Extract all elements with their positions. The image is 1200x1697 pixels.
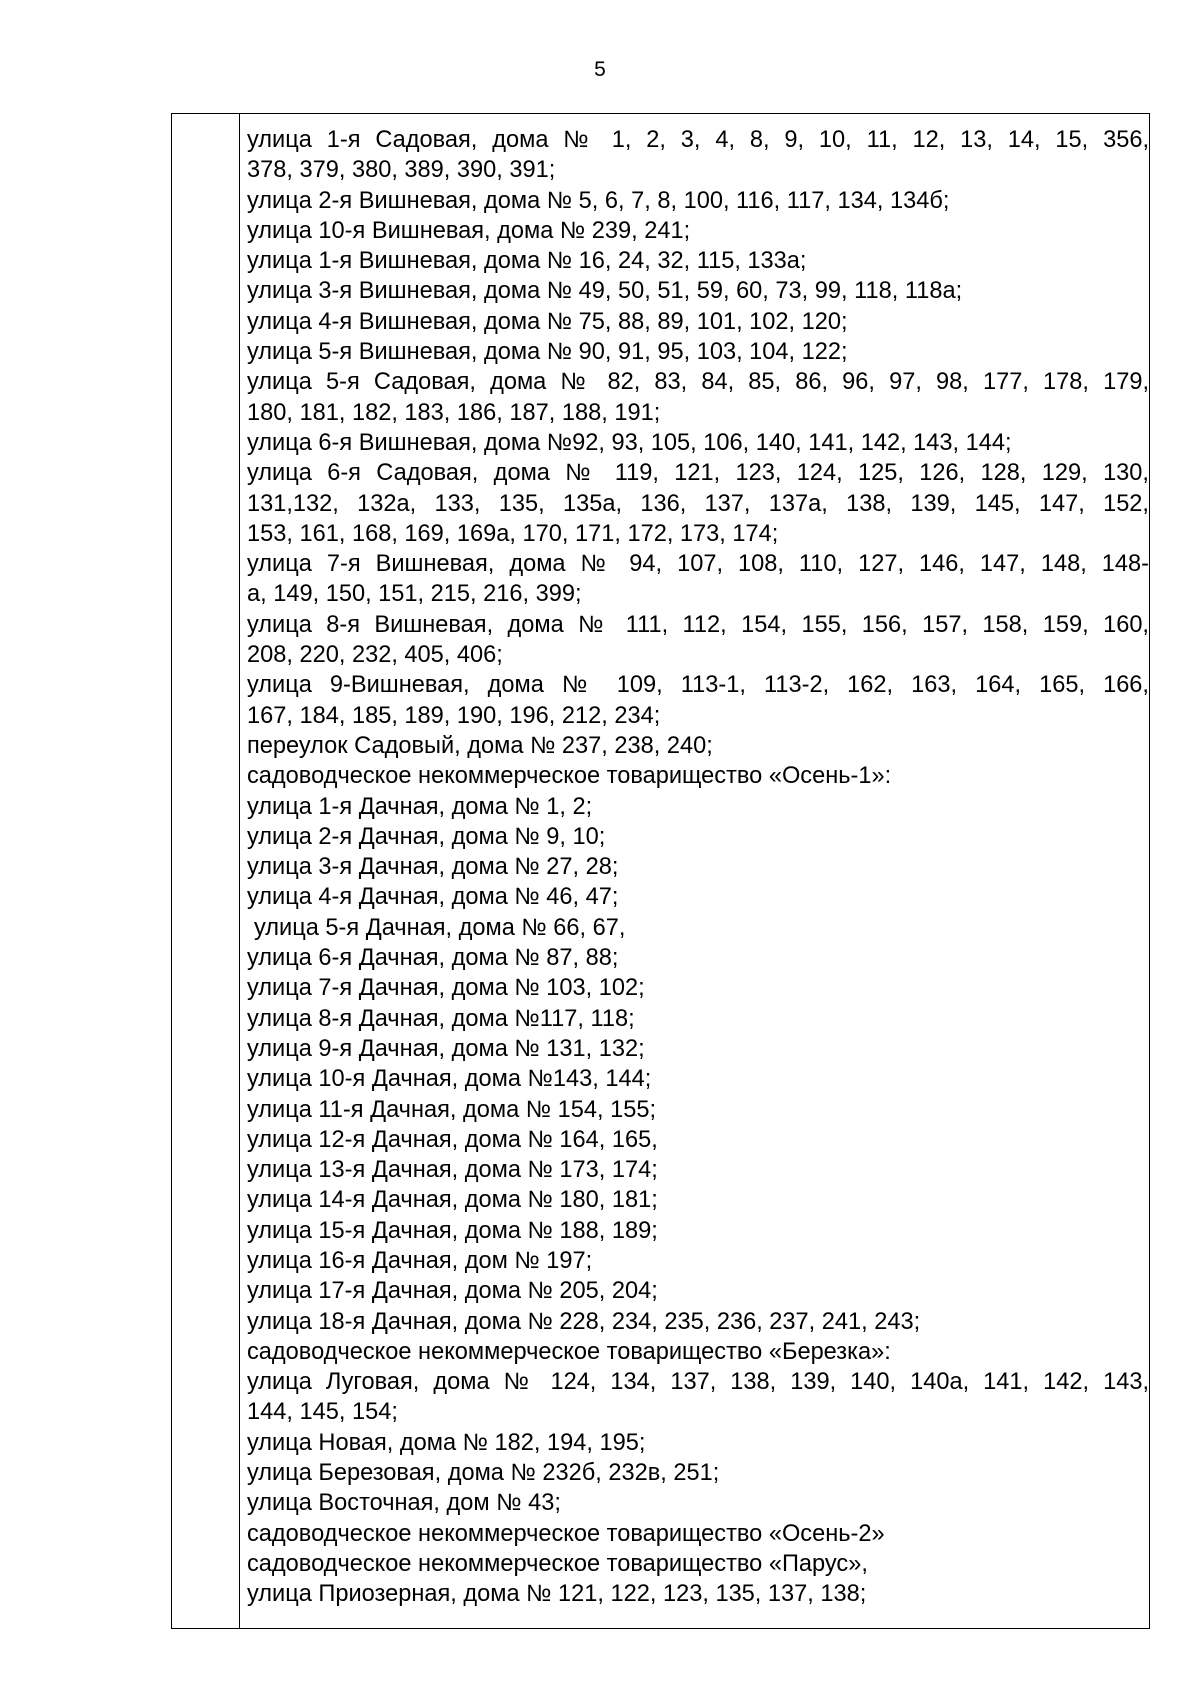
address-line: улица 17-я Дачная, дома № 205, 204; — [247, 1278, 658, 1305]
address-line: улица 7-я Дачная, дома № 103, 102; — [247, 975, 645, 1002]
address-line: улица 6-я Садовая, дома № 119, 121, 123, 124, 125, 126, 128, 129, 130, — [247, 460, 1149, 487]
address-line: переулок Садовый, дома № 237, 238, 240; — [247, 732, 713, 759]
address-line: улица 2-я Вишневая, дома № 5, 6, 7, 8, 100, 116, 117, 134, 134б; — [247, 187, 950, 214]
address-line: садоводческое некоммерческое товарищество «Осень-1»: — [247, 763, 892, 790]
address-line: улица 3-я Вишневая, дома № 49, 50, 51, 59, 60, 73, 99, 118, 118а; — [247, 278, 963, 305]
address-line: улица 9-Вишневая, дома № 109, 113-1, 113-2, 162, 163, 164, 165, 166, — [247, 672, 1149, 699]
address-line: улица 2-я Дачная, дома № 9, 10; — [247, 823, 606, 850]
address-line: улица Приозерная, дома № 121, 122, 123, 135, 137, 138; — [247, 1581, 867, 1608]
address-line: улица Новая, дома № 182, 194, 195; — [247, 1429, 646, 1456]
address-line: улица 10-я Вишневая, дома № 239, 241; — [247, 217, 691, 244]
address-line: улица 18-я Дачная, дома № 228, 234, 235, 236, 237, 241, 243; — [247, 1308, 921, 1335]
address-line: улица 4-я Дачная, дома № 46, 47; — [247, 884, 619, 911]
address-line: улица 12-я Дачная, дома № 164, 165, — [247, 1126, 658, 1153]
address-line: 208, 220, 232, 405, 406; — [247, 642, 503, 669]
address-line: улица 13-я Дачная, дома № 173, 174; — [247, 1157, 658, 1184]
address-line: улица 3-я Дачная, дома № 27, 28; — [247, 854, 619, 881]
address-line: улица Луговая, дома № 124, 134, 137, 138, 139, 140, 140а, 141, 142, 143, — [247, 1369, 1149, 1396]
address-line: улица 6-я Дачная, дома № 87, 88; — [247, 945, 619, 972]
address-line: улица 1-я Вишневая, дома № 16, 24, 32, 115, 133а; — [247, 248, 807, 275]
address-line: улица 8-я Вишневая, дома № 111, 112, 154, 155, 156, 157, 158, 159, 160, — [247, 611, 1149, 638]
address-line: улица 5-я Садовая, дома № 82, 83, 84, 85, 86, 96, 97, 98, 177, 178, 179, — [247, 369, 1149, 396]
address-line: улица 5-я Вишневая, дома № 90, 91, 95, 103, 104, 122; — [247, 339, 848, 366]
address-line: 131,132, 132а, 133, 135, 135а, 136, 137, 137а, 138, 139, 145, 147, 152, — [247, 490, 1149, 517]
address-line: 378, 379, 380, 389, 390, 391; — [247, 157, 556, 184]
address-line: 180, 181, 182, 183, 186, 187, 188, 191; — [247, 399, 661, 426]
address-line: 153, 161, 168, 169, 169а, 170, 171, 172, 173, 174; — [247, 520, 779, 547]
address-line: улица 8-я Дачная, дома №117, 118; — [247, 1005, 635, 1032]
page-number: 5 — [594, 58, 606, 81]
table-address-column — [240, 114, 1149, 1628]
address-line: улица 4-я Вишневая, дома № 75, 88, 89, 101, 102, 120; — [247, 308, 848, 335]
address-line: а, 149, 150, 151, 215, 216, 399; — [247, 581, 582, 608]
address-line: улица 6-я Вишневая, дома №92, 93, 105, 106, 140, 141, 142, 143, 144; — [247, 429, 1012, 456]
address-line: садоводческое некоммерческое товарищество «Березка»: — [247, 1338, 891, 1365]
address-line: улица 15-я Дачная, дома № 188, 189; — [247, 1217, 658, 1244]
address-line: улица 14-я Дачная, дома № 180, 181; — [247, 1187, 658, 1214]
address-line: 167, 184, 185, 189, 190, 196, 212, 234; — [247, 702, 661, 729]
address-line: улица 9-я Дачная, дома № 131, 132; — [247, 1035, 645, 1062]
address-line: улица 1-я Дачная, дома № 1, 2; — [247, 793, 593, 820]
address-line: садоводческое некоммерческое товарищество «Осень-2» — [247, 1520, 885, 1547]
address-line: улица 11-я Дачная, дома № 154, 155; — [247, 1096, 657, 1123]
address-line: улица 7-я Вишневая, дома № 94, 107, 108, 110, 127, 146, 147, 148, 148- — [247, 551, 1149, 578]
address-line: улица 16-я Дачная, дом № 197; — [247, 1247, 593, 1274]
address-line: улица 10-я Дачная, дома №143, 144; — [247, 1066, 652, 1093]
address-line: 144, 145, 154; — [247, 1399, 398, 1426]
table-left-column — [172, 114, 240, 1628]
address-line: садоводческое некоммерческое товарищество «Парус», — [247, 1550, 868, 1577]
address-table — [171, 113, 1150, 1629]
address-line: улица Березовая, дома № 232б, 232в, 251; — [247, 1460, 720, 1487]
address-line: улица 1-я Садовая, дома № 1, 2, 3, 4, 8, 9, 10, 11, 12, 13, 14, 15, 356, — [247, 127, 1149, 153]
address-line: улица 5-я Дачная, дома № 66, 67, — [254, 914, 626, 941]
address-line: улица Восточная, дом № 43; — [247, 1490, 561, 1517]
